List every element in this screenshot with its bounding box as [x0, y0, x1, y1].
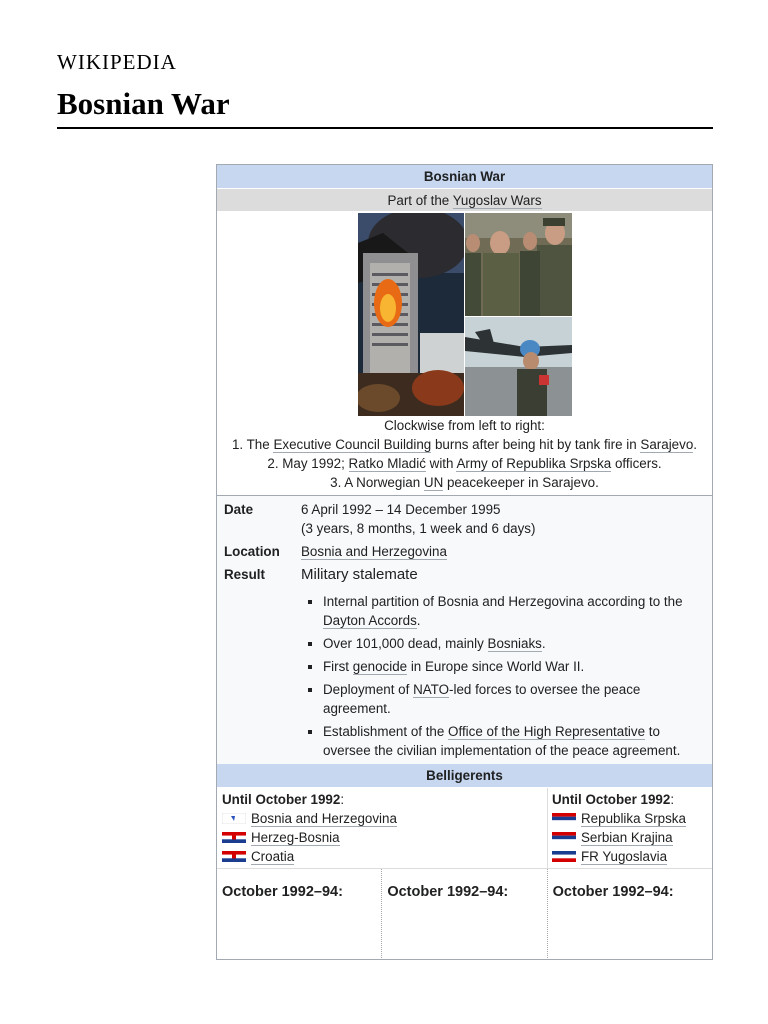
period-colon: :: [340, 792, 345, 807]
result-item: [323, 592, 705, 630]
belligerents-grid: [217, 787, 712, 868]
result-value: Military stalemate: [301, 566, 418, 583]
belligerent-entry: [552, 847, 708, 866]
office-high-representative-link[interactable]: Office of the High Representative: [448, 724, 646, 739]
caption-line-2: [223, 454, 706, 473]
serbian-krajina-link[interactable]: Serbian Krajina: [581, 830, 673, 845]
bosniaks-link[interactable]: Bosniaks: [487, 636, 542, 651]
october-column: October 1992–94:: [382, 869, 547, 960]
result-text: Over 101,000 dead, mainly: [323, 636, 488, 651]
army-republika-srpska-link[interactable]: Army of Republika Srpska: [456, 456, 612, 471]
herzeg-bosnia-flag-icon: [222, 832, 246, 843]
result-label: Result: [224, 567, 265, 582]
image-caption: [217, 416, 712, 492]
date-row: [224, 500, 705, 538]
belligerent-entry: [222, 828, 542, 847]
officers-photo[interactable]: [465, 213, 572, 316]
caption-text: burns after being hit by tank fire in: [431, 437, 641, 452]
wikipedia-logo[interactable]: WIKIPEDIA: [57, 50, 177, 74]
nato-link[interactable]: NATO: [413, 682, 450, 697]
result-text: .: [541, 636, 546, 651]
belligerents-header: Belligerents: [217, 764, 712, 787]
october-column: October 1992–94:: [217, 869, 382, 960]
location-link[interactable]: Bosnia and Herzegovina: [301, 544, 447, 559]
sarajevo-link[interactable]: Sarajevo: [640, 437, 694, 452]
image-block: [217, 211, 712, 496]
infobox-title: Bosnian War: [217, 165, 712, 188]
period-colon: :: [670, 792, 675, 807]
belligerent-entry: [552, 809, 708, 828]
belligerents-right: [547, 788, 712, 868]
infobox-facts: [217, 496, 712, 764]
republika-srpska-flag-icon: [552, 813, 576, 824]
peacekeeper-photo[interactable]: [465, 317, 572, 416]
belligerent-entry: [552, 828, 708, 847]
result-list: [301, 592, 705, 760]
period-label: Until October 1992: [222, 792, 341, 807]
caption-intro: Clockwise from left to right:: [384, 418, 545, 433]
croatia-link[interactable]: Croatia: [251, 849, 295, 864]
burning-building-photo[interactable]: [358, 213, 464, 416]
un-link[interactable]: UN: [423, 475, 444, 490]
bosnia-herzegovina-link[interactable]: Bosnia and Herzegovina: [251, 811, 397, 826]
october-column: October 1992–94:: [552, 884, 674, 900]
caption-text: with: [425, 456, 457, 471]
result-text: Establishment of the: [323, 724, 449, 739]
date-value: [301, 500, 705, 538]
belligerent-entry: [222, 847, 542, 866]
caption-text: 3. A Norwegian: [330, 475, 424, 490]
result-text: in Europe since World War II.: [407, 659, 585, 674]
bosnia-flag-icon: [222, 813, 246, 824]
period-label: Until October 1992: [552, 792, 671, 807]
yugoslav-wars-link[interactable]: Yugoslav Wars: [452, 193, 542, 208]
herzeg-bosnia-link[interactable]: Herzeg-Bosnia: [251, 830, 340, 845]
result-text: to oversee the civilian implementation of the peace agreement.: [323, 724, 681, 758]
result-text: Deployment of: [323, 682, 414, 697]
croatia-flag-icon: [222, 851, 246, 862]
result-row: [224, 565, 705, 764]
page-title: Bosnian War: [57, 86, 713, 129]
dayton-accords-link[interactable]: Dayton Accords: [323, 613, 417, 628]
location-label: Location: [224, 544, 280, 559]
genocide-link[interactable]: genocide: [352, 659, 408, 674]
ratko-mladic-link[interactable]: Ratko Mladić: [348, 456, 426, 471]
caption-line-3: [223, 473, 706, 492]
result-text: First: [323, 659, 353, 674]
republika-srpska-link[interactable]: Republika Srpska: [581, 811, 686, 826]
location-row: [224, 542, 705, 561]
photo-collage[interactable]: [358, 213, 572, 416]
serbian-krajina-flag-icon: [552, 832, 576, 843]
result-item: [323, 722, 705, 760]
result-text: Internal partition of Bosnia and Herzegovina according to the: [323, 594, 683, 609]
result-item: [323, 657, 705, 676]
caption-line-1: [223, 435, 706, 454]
caption-text: 1. The: [231, 437, 274, 452]
date-duration: (3 years, 8 months, 1 week and 6 days): [301, 521, 536, 536]
result-text: -led forces to oversee the peace agreement.: [323, 682, 641, 716]
infobox-subheader: [217, 188, 712, 211]
october-1992-94-section: [217, 868, 712, 960]
fr-yugoslavia-link[interactable]: FR Yugoslavia: [581, 849, 668, 864]
caption-text: 2. May 1992;: [267, 456, 349, 471]
result-text: .: [416, 613, 421, 628]
date-range: 6 April 1992 – 14 December 1995: [301, 502, 501, 517]
belligerent-entry: [222, 809, 542, 828]
result-item: [323, 680, 705, 718]
belligerents-left: [217, 788, 547, 868]
result-item: [323, 634, 705, 653]
infobox: [216, 164, 713, 960]
date-label: Date: [224, 502, 254, 517]
subheader-prefix: Part of the: [387, 193, 453, 208]
caption-text: officers.: [611, 456, 662, 471]
executive-council-building-link[interactable]: Executive Council Building: [273, 437, 432, 452]
caption-text: .: [693, 437, 698, 452]
fr-yugoslavia-flag-icon: [552, 851, 576, 862]
caption-text: peacekeeper in Sarajevo.: [443, 475, 599, 490]
